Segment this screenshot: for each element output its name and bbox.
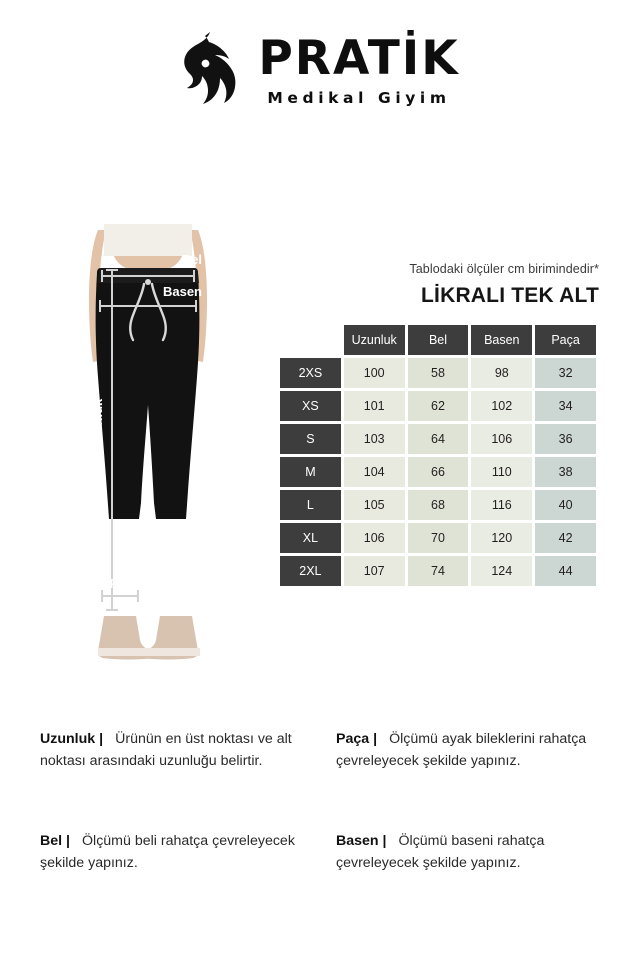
unit-note: Tablodaki ölçüler cm birimindedir*	[409, 262, 599, 276]
cell-paca: 32	[535, 358, 596, 388]
size-table	[277, 322, 599, 589]
cell-bel: 74	[408, 556, 469, 586]
cell-uzunluk: 101	[344, 391, 405, 421]
cell-basen: 124	[471, 556, 532, 586]
definition-basen	[336, 830, 602, 874]
brand-tagline: Medikal Giyim	[267, 89, 451, 107]
label-paca: Paça	[109, 576, 140, 591]
definition-text: Ölçümü baseni rahatça çevreleyecek şekilde yapınız.	[336, 833, 545, 871]
label-bel: Bel	[181, 252, 202, 267]
table-row	[280, 523, 596, 553]
row-size-label: XL	[280, 523, 341, 553]
definition-term: Uzunluk	[40, 731, 96, 747]
table-title: LİKRALI TEK ALT	[421, 284, 599, 307]
definition-uzunluk	[40, 728, 336, 772]
cell-basen: 102	[471, 391, 532, 421]
brand-text	[258, 31, 460, 107]
brand-logo	[0, 28, 640, 114]
cell-basen: 98	[471, 358, 532, 388]
definition-text: Ölçümü ayak bileklerini rahatça çevreleyecek şekilde yapınız.	[336, 731, 587, 769]
row-size-label: 2XL	[280, 556, 341, 586]
cell-bel: 64	[408, 424, 469, 454]
row-size-label: XS	[280, 391, 341, 421]
cell-bel: 62	[408, 391, 469, 421]
header-basen: Basen	[471, 325, 532, 355]
header-uzunluk: Uzunluk	[344, 325, 405, 355]
row-size-label: S	[280, 424, 341, 454]
cell-paca: 34	[535, 391, 596, 421]
cell-paca: 36	[535, 424, 596, 454]
definition-separator: |	[369, 731, 378, 747]
cell-uzunluk: 100	[344, 358, 405, 388]
cell-uzunluk: 107	[344, 556, 405, 586]
definition-text: Ürünün en üst noktası ve alt noktası arasındaki uzunluğu belirtir.	[40, 731, 292, 769]
table-row	[280, 391, 596, 421]
cell-uzunluk: 103	[344, 424, 405, 454]
cell-paca: 42	[535, 523, 596, 553]
cell-bel: 66	[408, 457, 469, 487]
cell-uzunluk: 104	[344, 457, 405, 487]
definition-term: Paça	[336, 731, 370, 747]
row-size-label: M	[280, 457, 341, 487]
cell-paca: 44	[535, 556, 596, 586]
header-paca: Paça	[535, 325, 596, 355]
table-row	[280, 457, 596, 487]
definition-separator: |	[95, 731, 104, 747]
table-row	[280, 490, 596, 520]
definition-text: Ölçümü beli rahatça çevreleyecek şekilde yapınız.	[40, 833, 295, 871]
definition-term: Basen	[336, 833, 379, 849]
table-row	[280, 358, 596, 388]
definition-term: Bel	[40, 833, 63, 849]
table-header-row	[280, 325, 596, 355]
cell-paca: 38	[535, 457, 596, 487]
cell-bel: 58	[408, 358, 469, 388]
table-row	[280, 556, 596, 586]
cell-bel: 68	[408, 490, 469, 520]
row-size-label: 2XS	[280, 358, 341, 388]
definition-separator: |	[62, 833, 70, 849]
cell-basen: 120	[471, 523, 532, 553]
brand-name: PRATİK	[258, 31, 460, 86]
definitions-section	[40, 728, 602, 874]
row-size-label: L	[280, 490, 341, 520]
sweatpants-diagram-icon	[40, 224, 256, 676]
definition-paca	[336, 728, 602, 772]
cell-uzunluk: 105	[344, 490, 405, 520]
cell-paca: 40	[535, 490, 596, 520]
size-table-panel	[277, 262, 599, 589]
goat-head-logo-icon	[180, 28, 254, 114]
cell-bel: 70	[408, 523, 469, 553]
table-row	[280, 424, 596, 454]
header-bel: Bel	[408, 325, 469, 355]
cell-basen: 116	[471, 490, 532, 520]
definition-separator: |	[378, 833, 387, 849]
label-uzunluk: Uzunluk	[90, 398, 105, 450]
cell-basen: 110	[471, 457, 532, 487]
label-basen: Basen	[162, 284, 202, 299]
cell-basen: 106	[471, 424, 532, 454]
measurement-figure	[40, 224, 256, 676]
definition-bel	[40, 830, 336, 874]
header-blank	[280, 325, 341, 355]
cell-uzunluk: 106	[344, 523, 405, 553]
